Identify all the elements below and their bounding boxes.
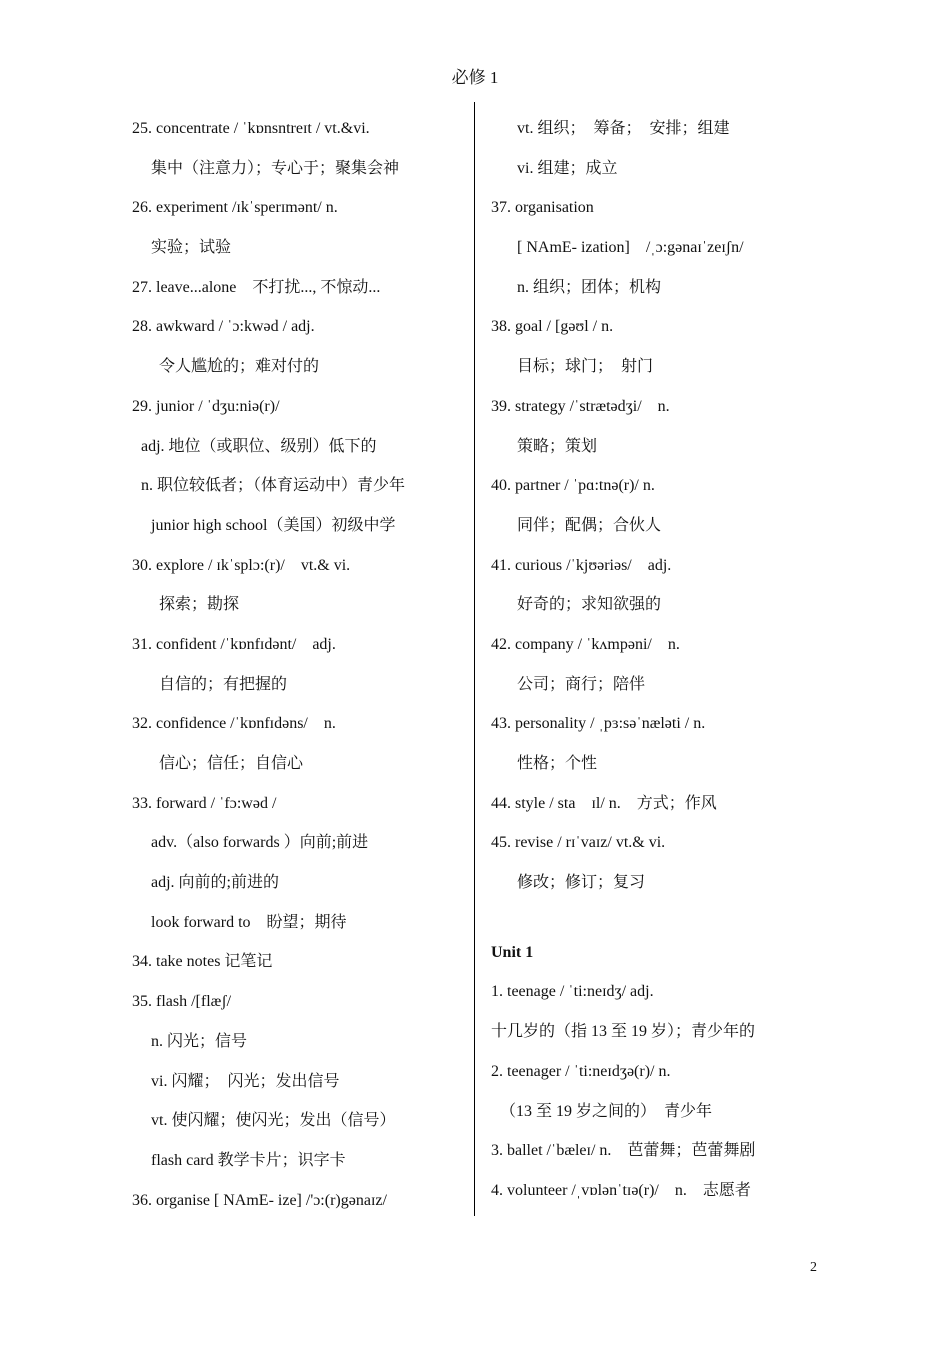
entry-line: vt. 组织； 筹备； 安排；组建 bbox=[517, 120, 730, 137]
entry-line: n. 职位较低者；（体育运动中）青少年 bbox=[141, 477, 406, 495]
entry-line: 28. awkward / ˈɔ:kwəd / adj. bbox=[132, 318, 315, 336]
entry-line: junior high school（美国）初级中学 bbox=[151, 516, 396, 534]
entry-line: 4. volunteer /ˌvɒlənˈtɪə(r)/ n. 志愿者 bbox=[491, 1181, 751, 1199]
entry-line: 34. take notes 记笔记 bbox=[132, 953, 273, 971]
entry-line: 目标；球门； 射门 bbox=[517, 358, 654, 376]
entry-line: look forward to 盼望；期待 bbox=[151, 913, 347, 931]
entry-line: adv.（also forwards ）向前;前进 bbox=[151, 834, 369, 852]
entry-line: vt. 使闪耀；使闪光；发出（信号） bbox=[151, 1112, 396, 1130]
entry-line: n. 组织；团体；机构 bbox=[517, 278, 662, 296]
entry-line: 探索；勘探 bbox=[159, 596, 240, 614]
entry-line: 25. concentrate / ˈkɒnsntreɪt / vt.&vi. bbox=[132, 120, 370, 137]
entry-line: 30. explore / ɪkˈsplɔ:(r)/ vt.& vi. bbox=[132, 556, 351, 574]
entry-line: 2. teenager / ˈti:neɪdʒə(r)/ n. bbox=[491, 1062, 671, 1080]
entry-line: adj. 向前的;前进的 bbox=[151, 874, 279, 892]
entry-line: 好奇的；求知欲强的 bbox=[517, 596, 662, 614]
entry-line: 十几岁的（指 13 至 19 岁）；青少年的 bbox=[491, 1023, 756, 1041]
entry-line: vi. 组建；成立 bbox=[517, 159, 618, 177]
entry-line: 43. personality / ˌpɜ:səˈnæləti / n. bbox=[491, 715, 706, 733]
right-column bbox=[491, 116, 821, 1218]
entry-line: 36. organise [ NAmE- ize] /'ɔ:(r)gənaɪz/ bbox=[132, 1191, 387, 1209]
entry-line: 33. forward / ˈfɔ:wəd / bbox=[132, 794, 277, 812]
entry-line: 42. company / ˈkʌmpəni/ n. bbox=[491, 635, 680, 653]
page-header: 必修 1 bbox=[451, 68, 499, 87]
entry-line: 公司；商行；陪伴 bbox=[517, 675, 646, 693]
entry-line: 39. strategy /ˈstrætədʒi/ n. bbox=[491, 397, 670, 415]
entry-line: 1. teenage / ˈti:neɪdʒ/ adj. bbox=[491, 983, 654, 1001]
left-column bbox=[132, 116, 462, 1227]
entry-line: 信心；信任；自信心 bbox=[159, 755, 304, 772]
entry-line: 45. revise / rɪˈvaɪz/ vt.& vi. bbox=[491, 834, 666, 852]
entry-line: 44. style / sta ɪl/ n. 方式；作风 bbox=[491, 794, 717, 812]
entry-line: 37. organisation bbox=[491, 199, 594, 217]
entry-line: flash card 教学卡片；识字卡 bbox=[151, 1151, 346, 1169]
page-number: 2 bbox=[810, 1260, 817, 1275]
entry-line: n. 闪光；信号 bbox=[151, 1032, 248, 1050]
unit-heading: Unit 1 bbox=[491, 943, 534, 961]
entry-line: 41. curious /ˈkjʊəriəs/ adj. bbox=[491, 556, 672, 574]
entry-line: 实验；试验 bbox=[151, 239, 232, 257]
entry-line: 修改；修订；复习 bbox=[517, 874, 646, 892]
entry-line: 策略；策划 bbox=[517, 437, 598, 455]
entry-line: （13 至 19 岁之间的） 青少年 bbox=[500, 1102, 713, 1120]
entry-line: 集中（注意力）；专心于；聚集会神 bbox=[151, 159, 400, 177]
entry-line: 同伴；配偶；合伙人 bbox=[517, 516, 662, 534]
entry-line: 26. experiment /ɪkˈsperɪmənt/ n. bbox=[132, 199, 338, 217]
entry-line: 令人尴尬的；难对付的 bbox=[159, 358, 320, 376]
section-gap bbox=[491, 910, 821, 940]
entry-line: 32. confidence /ˈkɒnfɪdəns/ n. bbox=[132, 715, 336, 733]
column-divider bbox=[474, 102, 475, 1216]
entry-line: adj. 地位（或职位、级别）低下的 bbox=[141, 437, 377, 455]
entry-line: 29. junior / ˈdʒu:niə(r)/ bbox=[132, 397, 280, 415]
entry-line: 31. confident /ˈkɒnfɪdənt/ adj. bbox=[132, 635, 336, 653]
entry-line: 40. partner / ˈpɑ:tnə(r)/ n. bbox=[491, 477, 655, 495]
entry-line: 27. leave...alone 不打扰..., 不惊动... bbox=[132, 278, 381, 296]
entry-line: 3. ballet /ˈbæleɪ/ n. 芭蕾舞；芭蕾舞剧 bbox=[491, 1142, 756, 1160]
entry-line: 性格；个性 bbox=[517, 755, 598, 772]
entry-line: [ NAmE- ization] /ˌɔ:gənaɪˈzeɪʃn/ bbox=[517, 239, 744, 257]
entry-line: 自信的；有把握的 bbox=[159, 675, 288, 693]
entry-line: vi. 闪耀； 闪光；发出信号 bbox=[151, 1072, 340, 1090]
entry-line: 38. goal / [gəʊl / n. bbox=[491, 318, 614, 336]
entry-line: 35. flash /[flæʃ/ bbox=[132, 993, 232, 1011]
